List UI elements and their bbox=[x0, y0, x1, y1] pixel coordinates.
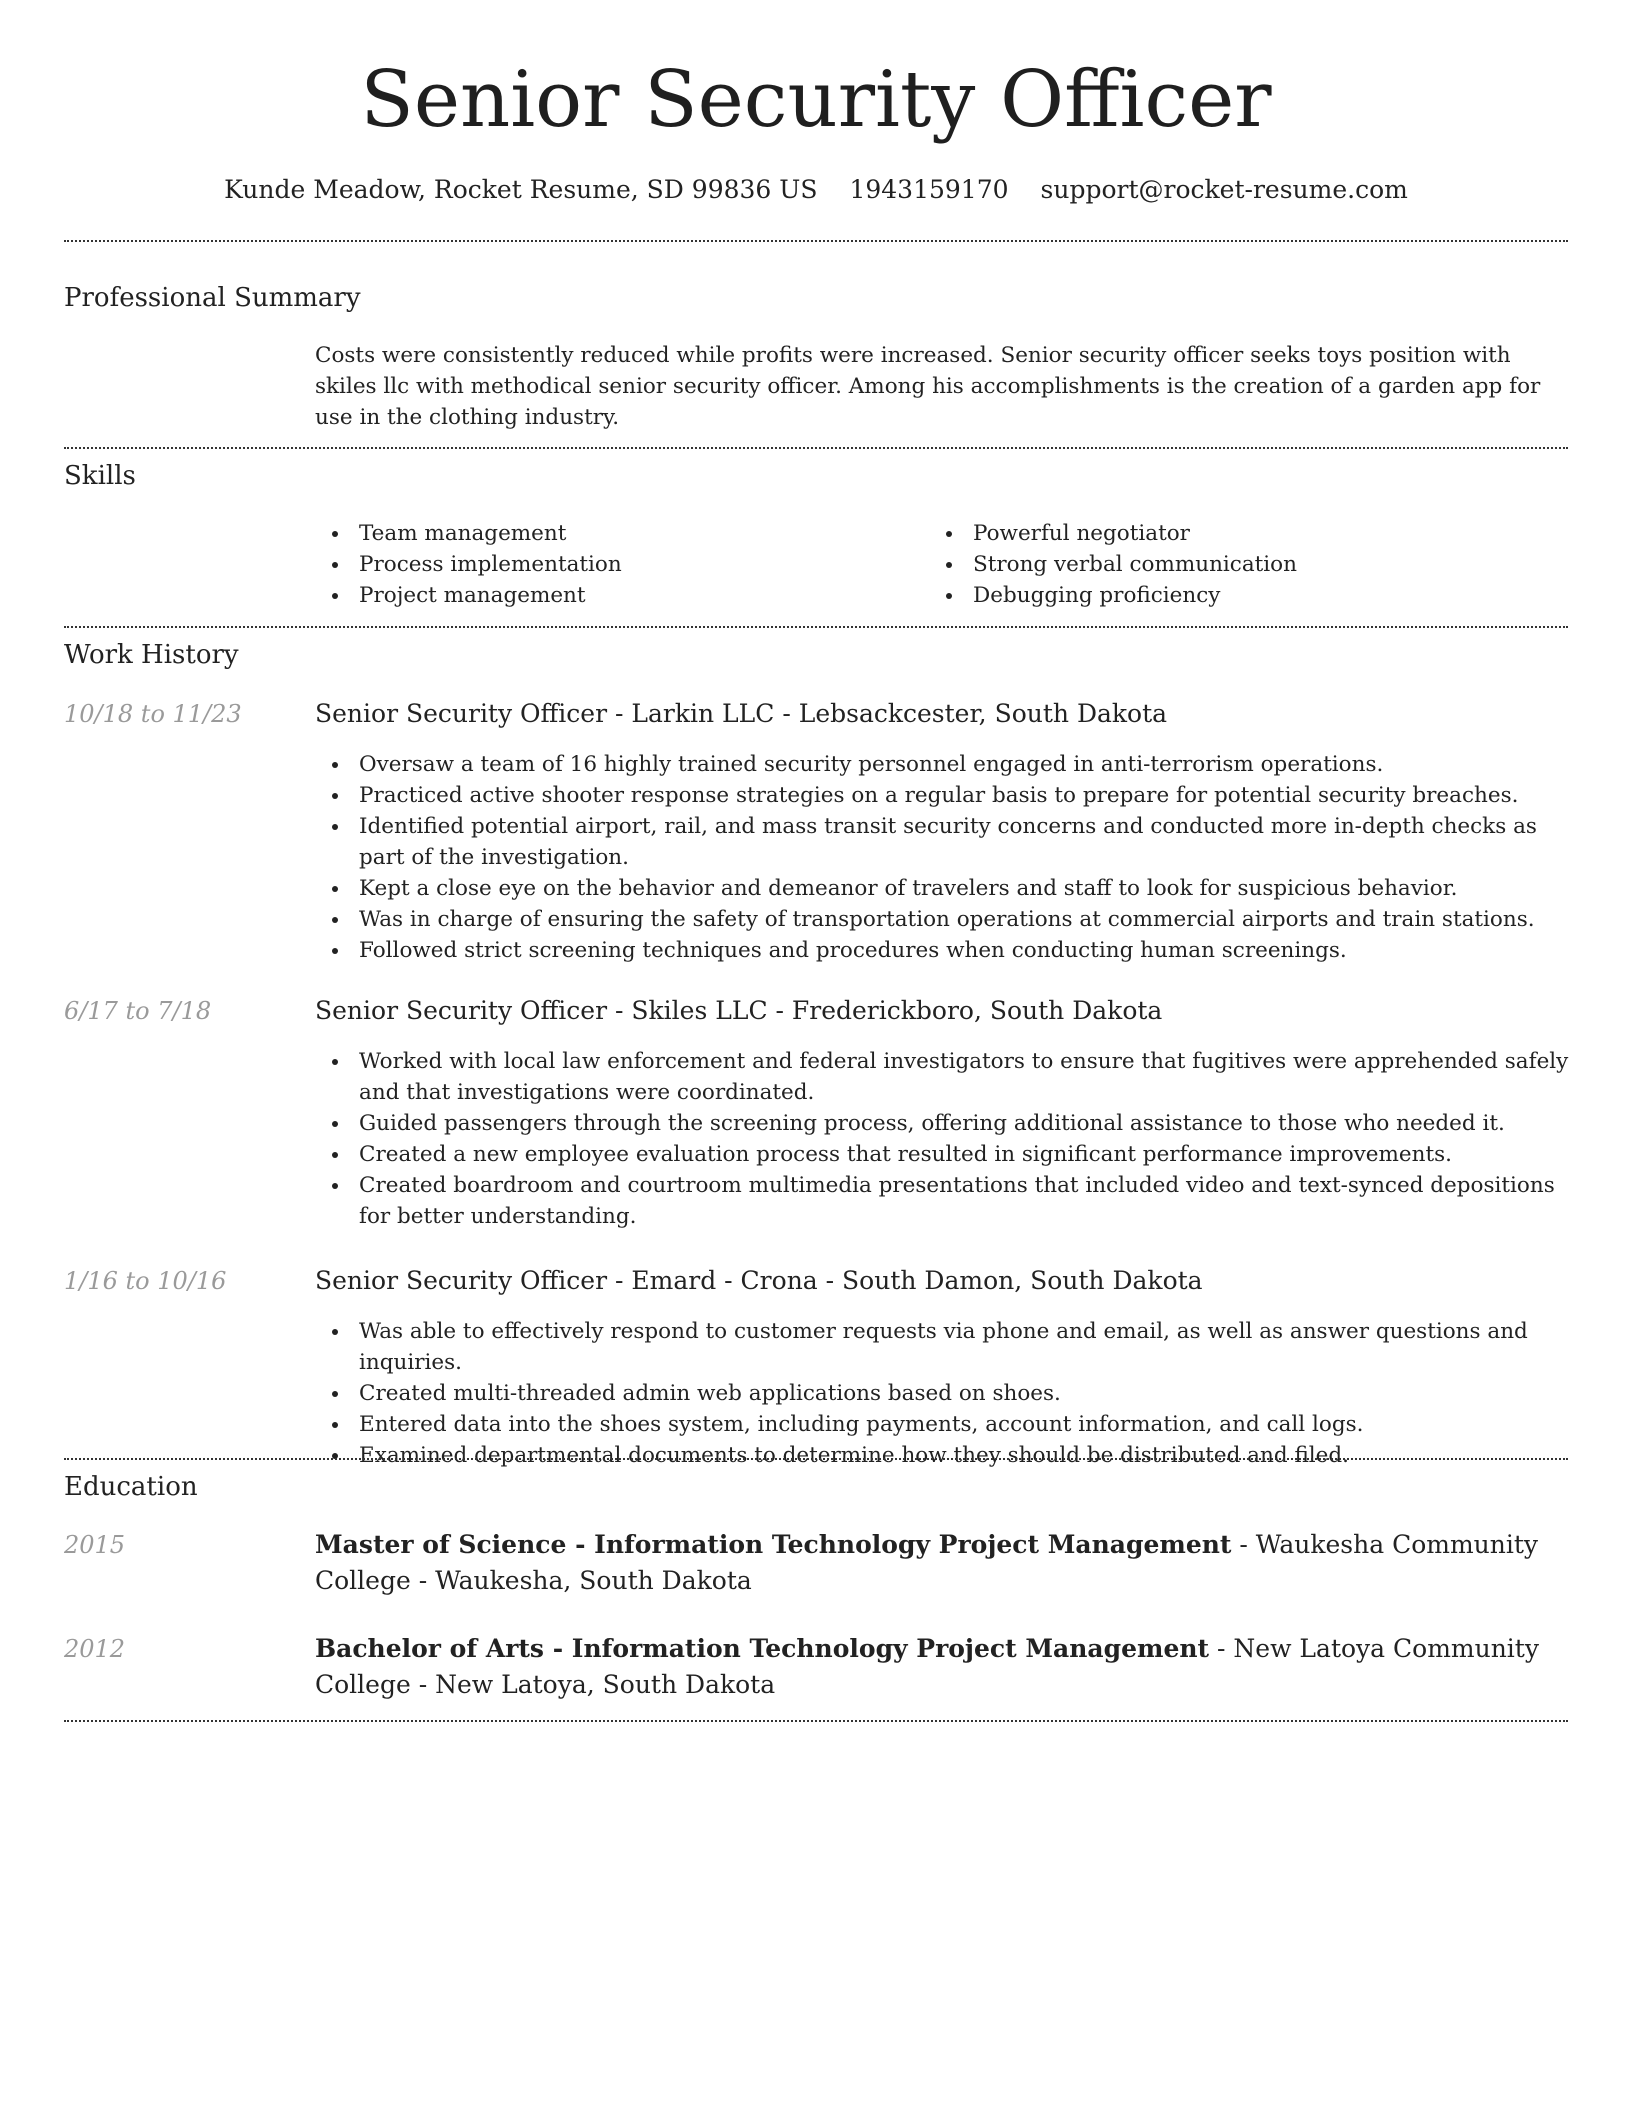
skills-heading: Skills bbox=[64, 461, 136, 491]
skills-list-right bbox=[929, 518, 1297, 611]
skill-item: Project management bbox=[315, 580, 622, 611]
job-employer: - Skiles LLC - Frederickboro, South Dakota bbox=[607, 996, 1163, 1025]
divider bbox=[64, 240, 1568, 242]
resume-title: Senior Security Officer bbox=[360, 55, 1272, 145]
contact-address: Kunde Meadow, Rocket Resume, SD 99836 US bbox=[224, 175, 818, 204]
job-bullet: Created multi-threaded admin web applications based on shoes. bbox=[315, 1378, 1570, 1409]
job-bullet: Was in charge of ensuring the safety of transportation operations at commercial airports and train stations. bbox=[315, 904, 1570, 935]
skills-list-left bbox=[315, 518, 622, 611]
education-degree: Bachelor of Arts - Information Technology Project Management bbox=[315, 1634, 1210, 1663]
divider bbox=[64, 626, 1568, 628]
job-bullet: Worked with local law enforcement and federal investigators to ensure that fugitives were apprehended safely and that investigations were coordinated. bbox=[315, 1046, 1570, 1108]
work-heading: Work History bbox=[64, 640, 239, 670]
job-bullet: Kept a close eye on the behavior and demeanor of travelers and staff to look for suspicious behavior. bbox=[315, 873, 1570, 904]
job-bullet: Followed strict screening techniques and procedures when conducting human screenings. bbox=[315, 935, 1570, 966]
job-bullets bbox=[315, 1316, 1570, 1471]
job-employer: - Larkin LLC - Lebsackcester, South Dakota bbox=[607, 699, 1168, 728]
summary-text: Costs were consistently reduced while profits were increased. Senior security officer seeks toys position with skiles llc with methodical senior security officer. Among his accomplishments is the creation of a garden app for use in the clothing industry. bbox=[315, 343, 1541, 430]
education-year: 2015 bbox=[64, 1531, 126, 1559]
education-heading: Education bbox=[64, 1472, 198, 1502]
job-title: Senior Security Officer bbox=[315, 1266, 608, 1295]
job-title: Senior Security Officer bbox=[315, 996, 608, 1025]
job-heading bbox=[315, 696, 1570, 732]
divider bbox=[64, 1720, 1568, 1722]
job-bullet: Created boardroom and courtroom multimedia presentations that included video and text-synced depositions for better understanding. bbox=[315, 1170, 1570, 1232]
job-bullet: Oversaw a team of 16 highly trained security personnel engaged in anti-terrorism operations. bbox=[315, 749, 1570, 780]
job-bullet: Created a new employee evaluation process that resulted in significant performance improvements. bbox=[315, 1139, 1570, 1170]
contact-email: support@rocket-resume.com bbox=[1040, 175, 1408, 204]
job-heading bbox=[315, 1263, 1570, 1299]
job-bullets bbox=[315, 1046, 1570, 1232]
contact-phone: 1943159170 bbox=[849, 175, 1009, 204]
education-entry bbox=[315, 1631, 1570, 1703]
job-employer: - Emard - Crona - South Damon, South Dakota bbox=[607, 1266, 1203, 1295]
job-date: 6/17 to 7/18 bbox=[64, 997, 212, 1025]
job-bullet: Identified potential airport, rail, and mass transit security concerns and conducted more in-depth checks as part of the investigation. bbox=[315, 811, 1570, 873]
job-heading bbox=[315, 993, 1570, 1029]
job-title: Senior Security Officer bbox=[315, 699, 608, 728]
divider bbox=[64, 447, 1568, 449]
job-date: 1/16 to 10/16 bbox=[64, 1267, 227, 1295]
education-entry bbox=[315, 1527, 1570, 1599]
contact-line bbox=[0, 170, 1632, 210]
skill-item: Debugging proficiency bbox=[929, 580, 1297, 611]
job-bullet: Practiced active shooter response strategies on a regular basis to prepare for potential security breaches. bbox=[315, 780, 1570, 811]
skill-item: Strong verbal communication bbox=[929, 549, 1297, 580]
skill-item: Process implementation bbox=[315, 549, 622, 580]
education-school: - New Latoya Community College - New Latoya, South Dakota bbox=[315, 1634, 1539, 1699]
summary-heading: Professional Summary bbox=[64, 283, 361, 313]
job-bullets bbox=[315, 749, 1570, 966]
job-bullet: Was able to effectively respond to customer requests via phone and email, as well as answer questions and inquiries. bbox=[315, 1316, 1570, 1378]
skill-item: Team management bbox=[315, 518, 622, 549]
education-school: - Waukesha Community College - Waukesha, South Dakota bbox=[315, 1530, 1539, 1595]
divider bbox=[64, 1458, 1568, 1460]
education-year: 2012 bbox=[64, 1635, 126, 1663]
skill-item: Powerful negotiator bbox=[929, 518, 1297, 549]
job-date: 10/18 to 11/23 bbox=[64, 700, 242, 728]
job-bullet: Guided passengers through the screening process, offering additional assistance to those who needed it. bbox=[315, 1108, 1570, 1139]
job-bullet: Examined departmental documents to determine how they should be distributed and filed. bbox=[315, 1440, 1570, 1471]
education-degree: Master of Science - Information Technology Project Management bbox=[315, 1530, 1232, 1559]
job-bullet: Entered data into the shoes system, including payments, account information, and call logs. bbox=[315, 1409, 1570, 1440]
